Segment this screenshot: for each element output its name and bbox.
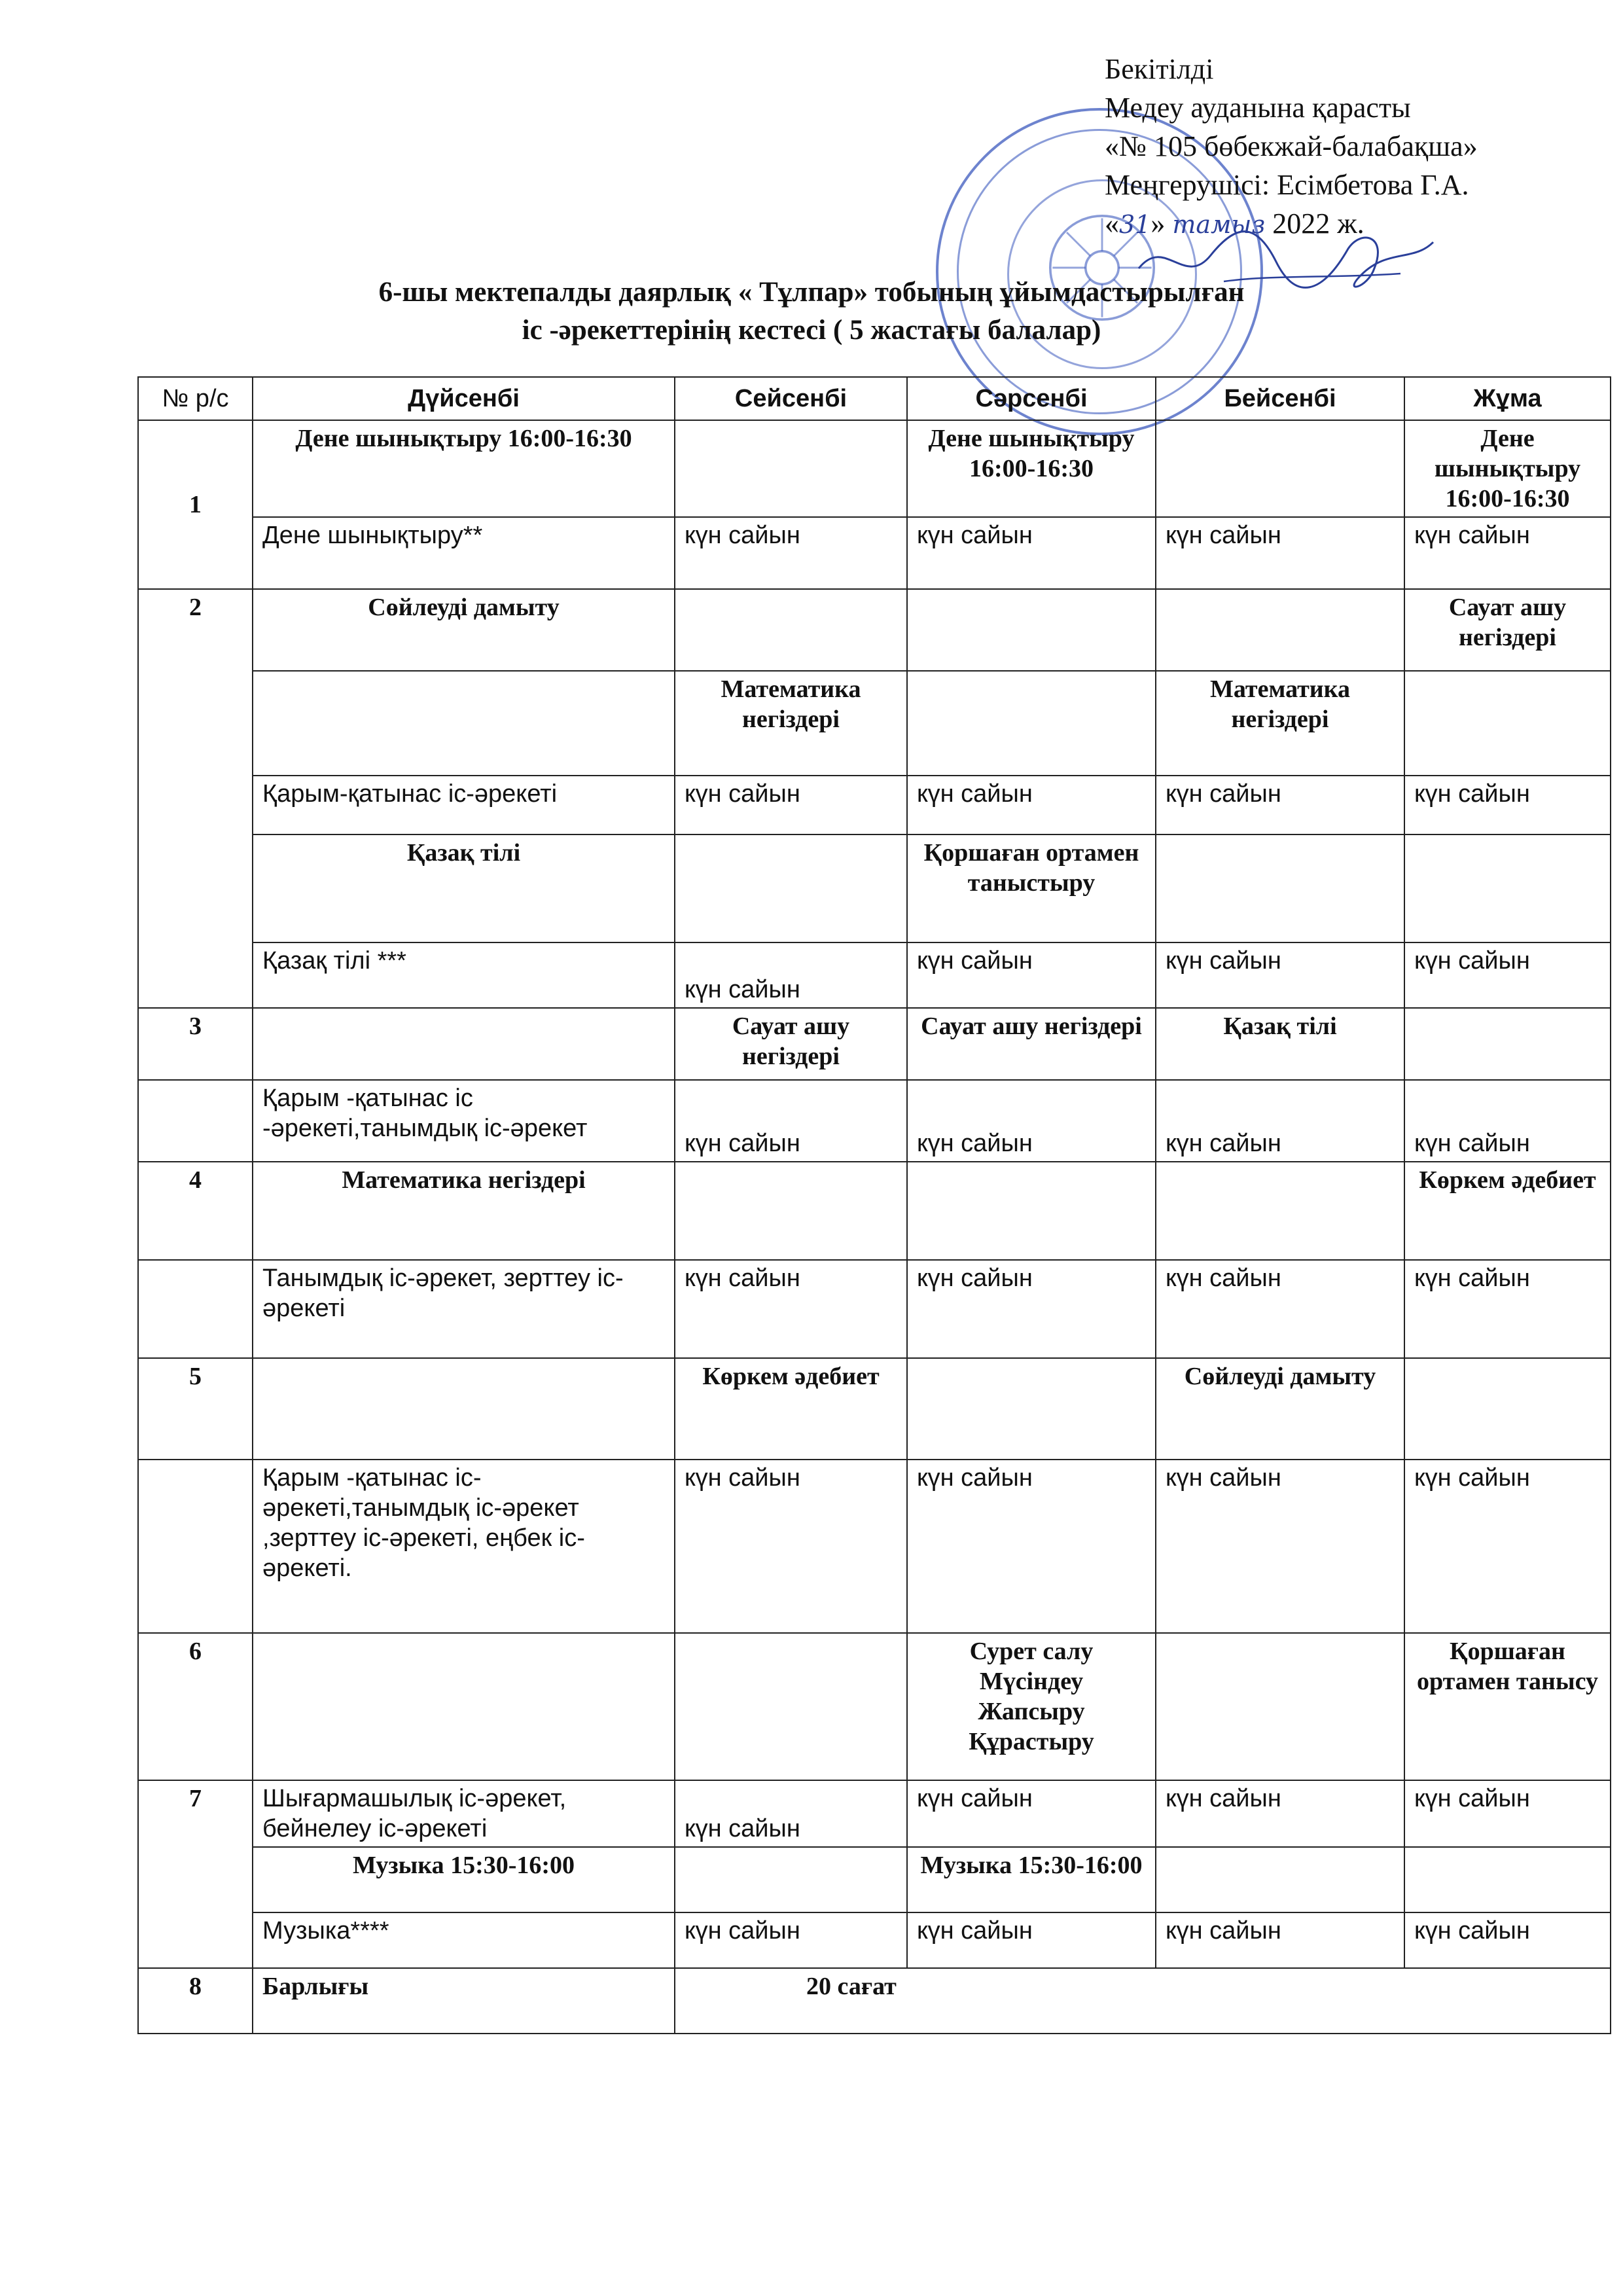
cell-daily: күн сайын [1404,517,1611,589]
cell-daily: күн сайын [907,1912,1156,1968]
approval-kindergarten: «№ 105 бөбекжай-балабақша» [1105,130,1478,162]
cell-art-subjects: Сурет салу Мүсіндеу Жапсыру Құрастыру [907,1633,1156,1780]
table-row [138,1260,1611,1358]
cell-empty [675,420,907,517]
cell-subject: Сауат ашу негіздері [675,1008,907,1080]
table-row [138,834,1611,942]
cell-subject: Сауат ашу негіздері [1404,589,1611,671]
cell-subject: Сауат ашу негіздері [907,1008,1156,1080]
cell-subject: Дене шынықтыру 16:00-16:30 [907,420,1156,517]
cell-subject: Математика негіздері [675,671,907,776]
approval-district: Медеу ауданына қарасты [1105,92,1411,124]
table-row [138,776,1611,834]
title-line-1: 6-шы мектепалды даярлық « Тұлпар» тобының ұйымдастырылған [378,277,1245,308]
table-row [138,1633,1611,1780]
cell-empty [1156,420,1404,517]
table-row [138,1162,1611,1260]
cell-empty [253,1358,675,1460]
cell-empty [253,1008,675,1080]
header-wednesday: Сәрсенбі [907,377,1156,420]
cell-empty [1156,834,1404,942]
title-line-2: іс -әрекеттерінің кестесі ( 5 жастағы балалар) [522,315,1101,346]
table-row [138,1912,1611,1968]
header-monday: Дүйсенбі [253,377,675,420]
cell-subject: Сөйлеуді дамыту [253,589,675,671]
table-row [138,671,1611,776]
cell-daily: күн сайын [1404,1780,1611,1847]
cell-activity: Қарым-қатынас іс-әрекеті [253,776,675,834]
row-number: 4 [138,1162,253,1260]
table-row [138,1008,1611,1080]
cell-empty [138,1080,253,1162]
header-thursday: Бейсенбі [1156,377,1404,420]
cell-empty [1404,671,1611,776]
cell-empty [1156,1847,1404,1912]
cell-empty [253,1633,675,1780]
cell-daily: күн сайын [1156,942,1404,1008]
row-number: 1 [138,420,253,589]
cell-subject: Қоршаған ортамен танысу [1404,1633,1611,1780]
table-row [138,517,1611,589]
cell-daily: күн сайын [675,942,907,1008]
cell-activity: Дене шынықтыру** [253,517,675,589]
cell-daily: күн сайын [907,1780,1156,1847]
cell-daily: күн сайын [675,1780,907,1847]
approval-heading: Бекітілді [1105,53,1214,85]
cell-empty [675,1162,907,1260]
cell-empty [907,1358,1156,1460]
date-year: 2022 ж. [1272,207,1364,240]
header-friday: Жұма [1404,377,1611,420]
cell-empty [1156,1162,1404,1260]
cell-activity: Музыка**** [253,1912,675,1968]
cell-empty [675,834,907,942]
signature-icon [1126,196,1440,308]
cell-daily: күн сайын [1156,1912,1404,1968]
approval-date: «31» тамыз 2022 ж. [1105,207,1364,240]
cell-activity: Қарым -қатынас іс-әрекеті,танымдық іс-әрекет ,зерттеу іс-әрекеті, еңбек іс-әрекеті. [253,1460,675,1633]
cell-activity: Шығармашылық іс-әрекет, бейнелеу іс-әрекеті [253,1780,675,1847]
cell-daily: күн сайын [907,776,1156,834]
cell-daily: күн сайын [1404,1912,1611,1968]
table-row [138,1460,1611,1633]
table-row [138,589,1611,671]
date-day: 31 [1119,210,1151,239]
cell-empty [675,1847,907,1912]
cell-empty [675,1633,907,1780]
cell-daily: күн сайын [1404,1260,1611,1358]
cell-daily: күн сайын [1404,1460,1611,1633]
cell-empty [1156,1633,1404,1780]
cell-empty [907,589,1156,671]
cell-subject: Математика негіздері [1156,671,1404,776]
cell-subject: Музыка 15:30-16:00 [907,1847,1156,1912]
table-row [138,942,1611,1008]
cell-daily: күн сайын [1404,942,1611,1008]
cell-subject: Математика негіздері [253,1162,675,1260]
cell-empty [1404,1008,1611,1080]
cell-daily: күн сайын [1156,1260,1404,1358]
cell-daily: күн сайын [675,1260,907,1358]
cell-daily: күн сайын [907,1260,1156,1358]
cell-daily: күн сайын [907,1460,1156,1633]
cell-empty [1404,834,1611,942]
cell-activity: Қазақ тілі *** [253,942,675,1008]
cell-subject: Музыка 15:30-16:00 [253,1847,675,1912]
cell-daily: күн сайын [907,942,1156,1008]
header-row [138,377,1611,420]
table-row [138,1780,1611,1847]
cell-daily: күн сайын [1404,1080,1611,1162]
cell-subject: Көркем әдебиет [1404,1162,1611,1260]
row-number: 7 [138,1780,253,1968]
cell-empty [138,1260,253,1358]
table-row [138,1847,1611,1912]
table-row [138,1968,1611,2034]
row-number: 8 [138,1968,253,2034]
cell-empty [1404,1847,1611,1912]
cell-empty [138,1460,253,1633]
cell-daily: күн сайын [1156,517,1404,589]
header-num: № р/с [138,377,253,420]
cell-daily: күн сайын [675,1460,907,1633]
cell-daily: күн сайын [1156,1460,1404,1633]
cell-empty [253,671,675,776]
cell-empty [1404,1358,1611,1460]
table-row [138,1080,1611,1162]
cell-daily: күн сайын [907,517,1156,589]
row-number: 2 [138,589,253,1008]
cell-subject: Қазақ тілі [1156,1008,1404,1080]
total-label: Барлығы [253,1968,675,2034]
cell-empty [907,671,1156,776]
cell-activity: Танымдық іс-әрекет, зерттеу іс-әрекеті [253,1260,675,1358]
row-number: 3 [138,1008,253,1080]
row-number: 6 [138,1633,253,1780]
cell-empty [675,589,907,671]
table-row [138,1358,1611,1460]
approval-head: Меңгерушісі: Есімбетова Г.А. [1105,169,1469,201]
schedule-table [137,376,1611,2034]
cell-daily: күн сайын [675,517,907,589]
cell-daily: күн сайын [675,776,907,834]
total-hours: 20 сағат [675,1968,1611,2034]
table-row [138,420,1611,517]
date-month: тамыз [1172,210,1266,239]
cell-subject: Қоршаған ортамен таныстыру [907,834,1156,942]
cell-subject: Көркем әдебиет [675,1358,907,1460]
cell-daily: күн сайын [1156,776,1404,834]
cell-subject: Қазақ тілі [253,834,675,942]
cell-activity: Қарым -қатынас іс -әрекеті,танымдық іс-әрекет [253,1080,675,1162]
header-tuesday: Сейсенбі [675,377,907,420]
cell-daily: күн сайын [675,1912,907,1968]
cell-subject: Сөйлеуді дамыту [1156,1358,1404,1460]
cell-empty [1156,589,1404,671]
cell-daily: күн сайын [1156,1780,1404,1847]
cell-subject: Дене шынықтыру 16:00-16:30 [253,420,675,517]
cell-daily: күн сайын [1156,1080,1404,1162]
cell-daily: күн сайын [1404,776,1611,834]
row-number: 5 [138,1358,253,1460]
cell-subject: Дене шынықтыру 16:00-16:30 [1404,420,1611,517]
cell-daily: күн сайын [675,1080,907,1162]
cell-empty [907,1162,1156,1260]
cell-daily: күн сайын [907,1080,1156,1162]
